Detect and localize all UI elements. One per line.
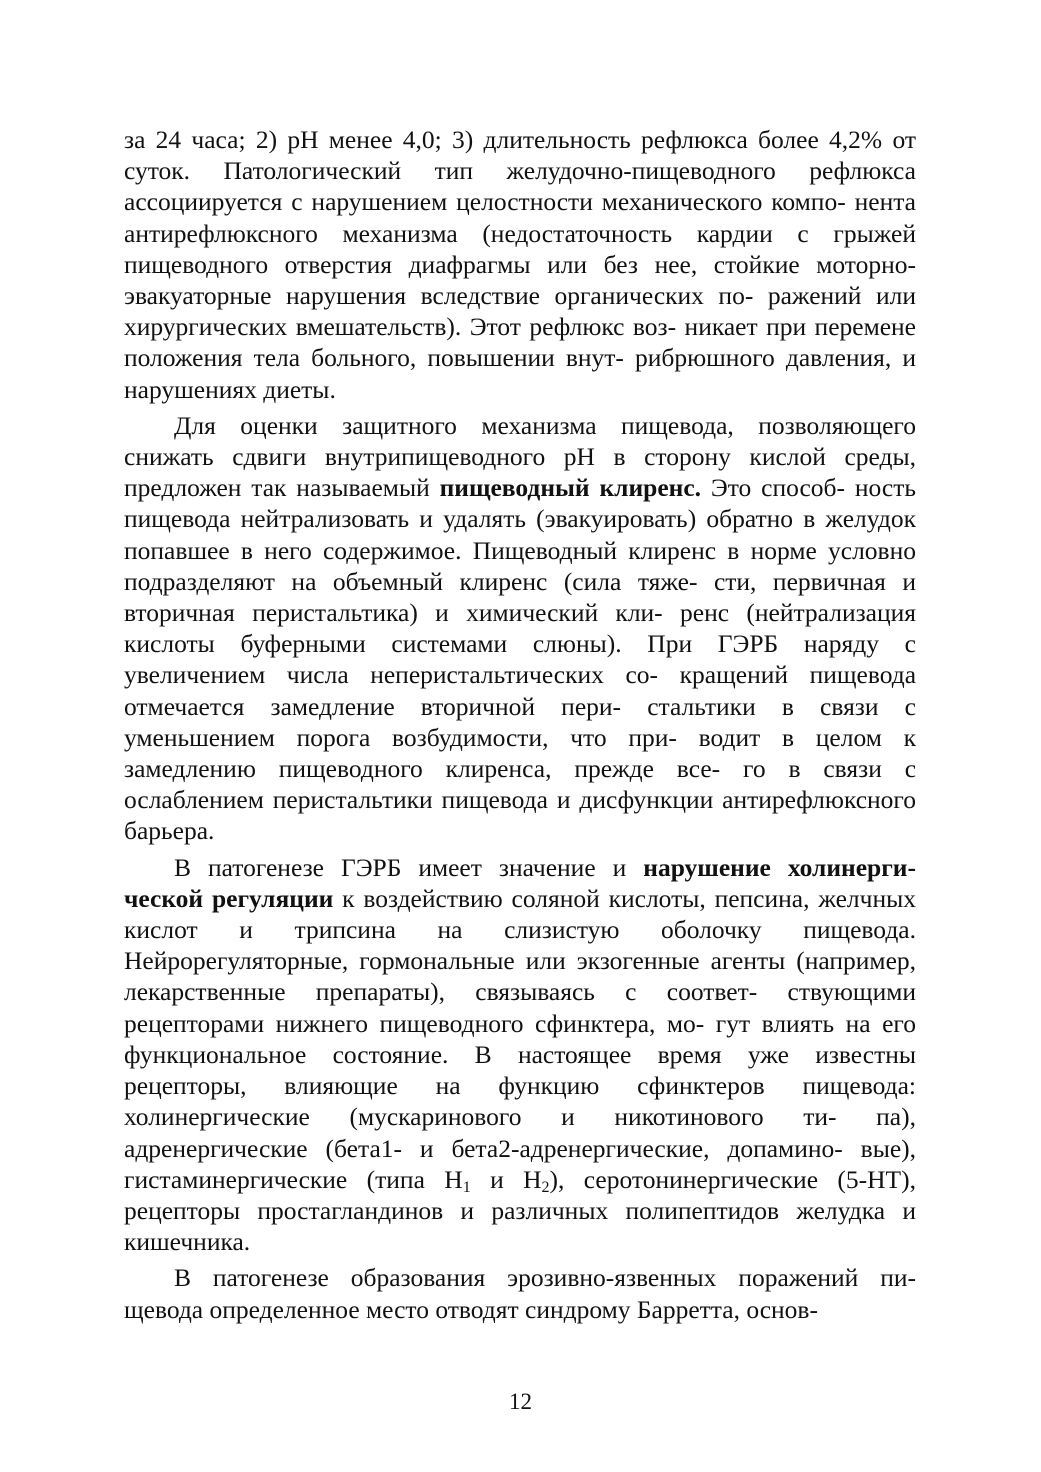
page-number: 12: [509, 1389, 532, 1414]
text-run: го в связи с ослаблением перистальтики пищевода и дисфункции: [124, 754, 917, 815]
text-run: от суток. Патологический тип желудочно-пищеводного рефлюкса: [124, 125, 916, 186]
bold-term: пищеводный клиренс.: [439, 473, 702, 503]
text-line: [124, 946, 785, 975]
text-run: желчных кислот и трипсина на слизистую оболочку пищевода.: [124, 883, 916, 945]
paragraph-1: [124, 124, 916, 405]
bold-term: нарушение холинерги-: [643, 852, 916, 882]
text-run: ренс (нейтрализация кислоты буферными системами слюны).: [124, 598, 917, 659]
text-line: [124, 442, 916, 471]
text-run: вые), гистаминергические (типа Н: [124, 1133, 917, 1194]
text-line: [124, 473, 845, 502]
text-line: [174, 411, 916, 440]
text-run: водит в целом к замедлению пищеводного клиренса, прежде все-: [124, 722, 916, 784]
text-line: [124, 884, 809, 913]
text-run: рибрюшного давления, и нарушениях диеты.: [124, 343, 916, 404]
text-line: [174, 1263, 916, 1292]
text-line: [124, 187, 846, 216]
bold-term: ческой регуляции: [124, 883, 334, 913]
text-run: ражений или хирургических вмешательств). Этот рефлюкс воз-: [124, 281, 916, 342]
text-run: кращений пищевода отмечается замедление вторичной пери-: [124, 660, 917, 721]
text-run: норме условно подразделяют на объемный клиренс (сила тяже-: [124, 535, 916, 596]
text-run: за 24 часа; 2) pH менее 4,0; 3) длительность рефлюкса более 4,2%: [124, 125, 883, 154]
text-run: предложен так называемый: [124, 473, 440, 503]
text-run: нента антирефлюксного механизма (недостаточность кардии с: [124, 187, 916, 248]
paragraph-2: [124, 410, 916, 847]
text-run: па), адренергические (бета1- и бета2-адренергические, допамино-: [124, 1102, 916, 1163]
text-run: сти, первичная и вторичная перистальтика) и химический кли-: [124, 566, 916, 628]
text-run: В патогенезе ГЭРБ имеет значение и: [174, 852, 644, 882]
paragraph-4: [124, 1262, 916, 1324]
text-run: и Н: [470, 1164, 542, 1194]
text-run: никает при перемене положения тела больного, повышении внут-: [124, 312, 916, 373]
subscript: 2: [541, 1178, 550, 1196]
text-run: (5-НТ), рецепторы простагландинов и различных полипептидов: [124, 1164, 916, 1225]
text-run: ), серотонинергические: [549, 1164, 819, 1194]
text-run: щевода определенное место отводят синдрому Барретта, основ-: [124, 1294, 818, 1324]
text-run: антирефлюксного барьера.: [124, 785, 916, 846]
text-run: Нейрорегуляторные, гормональные или экзогенные агенты: [124, 946, 786, 976]
text-line: [124, 1295, 818, 1324]
text-line: [174, 853, 916, 882]
text-line: [124, 125, 882, 154]
text-run: ассоциируется с нарушением целостности механического компо-: [124, 187, 846, 217]
text-run: ствующими рецепторами нижнего пищеводного сфинктера, мо-: [124, 977, 916, 1038]
text-run: в желудок попавшее в него содержимое. Пищеводный клиренс в: [124, 504, 916, 565]
text-run: гут влиять на его функциональное состояние. В настоящее время: [124, 1008, 916, 1069]
text-run: ность пищевода нейтрализовать и удалять (эвакуировать) обратно: [124, 473, 917, 534]
page-body: [124, 124, 916, 1325]
text-run: желудка и кишечника.: [124, 1195, 916, 1257]
text-run: к воздействию соляной кислоты, пепсина,: [333, 883, 810, 913]
text-run: (например, лекарственные препараты), связываясь с соответ-: [124, 946, 917, 1007]
text-run: уже известны рецепторы, влияющие на функцию сфинктеров: [124, 1039, 916, 1101]
paragraph-3: [124, 852, 916, 1258]
text-run: грыжей пищеводного отверстия диафрагмы или без нее, стойкие: [124, 218, 916, 279]
text-run: снижать сдвиги внутрипищеводного pH в сторону кислой среды,: [124, 442, 916, 472]
text-run: Для оценки защитного механизма пищевода, позволяющего: [174, 410, 916, 440]
subscript: 1: [462, 1178, 471, 1196]
text-run: пищевода: холинергические (мускаринового и никотинового ти-: [124, 1071, 916, 1132]
text-run: В патогенезе образования эрозивно-язвенных поражений пи-: [174, 1263, 916, 1293]
text-run: При ГЭРБ наряду с увеличением числа неперистальтических со-: [124, 629, 916, 690]
text-flow: [124, 124, 916, 1325]
text-run: стальтики в связи с уменьшением порога возбудимости, что при-: [124, 691, 917, 752]
text-run: моторно-эвакуаторные нарушения вследствие органических по-: [124, 249, 916, 311]
text-run: Это способ-: [701, 473, 846, 503]
